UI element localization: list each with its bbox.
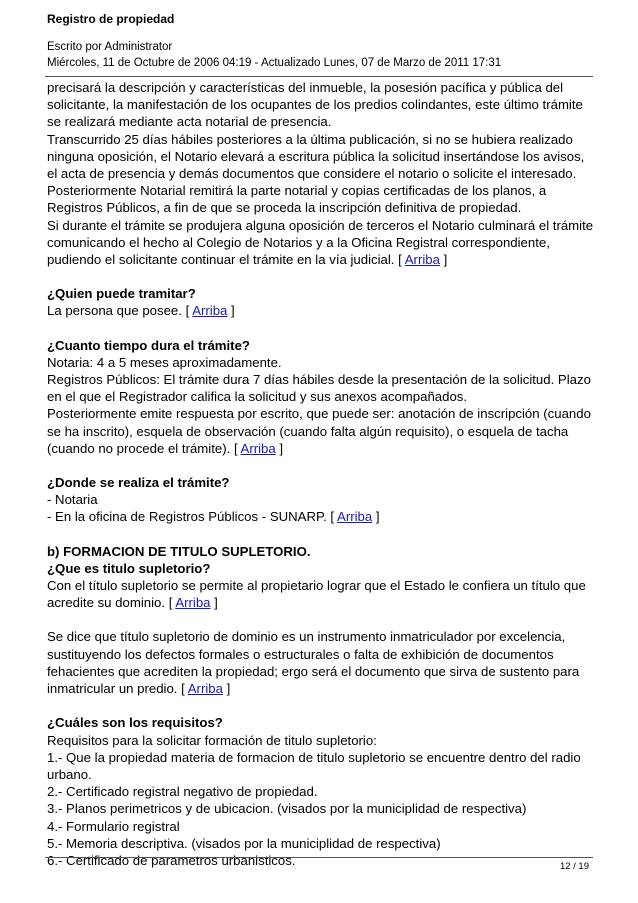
section-heading-quien: ¿Quien puede tramitar? (47, 286, 196, 302)
tiempo-paragraph-1: Notaria: 4 a 5 meses aproximadamente. (47, 354, 282, 370)
article-body (47, 79, 597, 869)
donde-line-1: - Notaria (47, 492, 98, 508)
footer-divider (45, 857, 593, 858)
header-divider (45, 76, 593, 77)
list-item: 1.- Que la propiedad materia de formacion de titulo supletorio se encuentre dentro del radio urbano. (47, 749, 581, 782)
quien-text: La persona que posee. [ Arriba ] (47, 303, 235, 319)
tiempo-paragraph-3: Posteriormente emite respuesta por escrito, que puede ser: anotación de inscripción (cuando se ha inscrito), esquela de observación (cuando falta algún requisito), o esquela de tacha (cuando no procede el trámite). [ Arriba ] (47, 406, 591, 456)
section-heading-tiempo: ¿Cuanto tiempo dura el trámite? (47, 337, 250, 353)
section-heading-requisitos: ¿Cuáles son los requisitos? (47, 715, 223, 731)
requisitos-intro: Requisitos para la solicitar formación de titulo supletorio: (47, 732, 377, 748)
date-line: Miércoles, 11 de Octubre de 2006 04:19 - Actualizado Lunes, 07 de Marzo de 2011 17:31 (47, 57, 502, 69)
author-line: Escrito por Administrator (47, 41, 173, 53)
arriba-link[interactable]: Arriba (404, 252, 440, 268)
section-heading-formacion: b) FORMACION DE TITULO SUPLETORIO. (47, 543, 311, 559)
document-title: Registro de propiedad (47, 12, 175, 26)
list-item: 5.- Memoria descriptiva. (visados por la municiplidad de respectiva) (47, 835, 441, 851)
arriba-link[interactable]: Arriba (187, 681, 223, 697)
intro-paragraph-1: precisará la descripción y características del inmueble, la posesión pacífica y pública del solicitante, la manifestación de los ocupantes de los predios colindantes, este último trámite se realizará mediante acta notarial de presencia. (47, 80, 583, 130)
section-subheading-que-es: ¿Que es titulo supletorio? (47, 560, 211, 576)
formacion-paragraph-1-text: Con el título supletorio se permite al propietario lograr que el Estado le confiera un título que acredite su dominio. (47, 578, 586, 611)
tiempo-paragraph-2: Registros Públicos: El trámite dura 7 días hábiles desde la presentación de la solicitud. Plazo en el que el Registrador califica la solicitud y sus anexos acompañados. (47, 372, 591, 405)
donde-line-2: - En la oficina de Registros Públicos - SUNARP. [ Arriba ] (47, 509, 380, 525)
list-item: 6.- Certificado de parametros urbanisticos. (47, 852, 296, 868)
arriba-link[interactable]: Arriba (175, 595, 211, 611)
intro-paragraph-4: Si durante el trámite se produjera alguna oposición de terceros el Notario culminará el trámite comunicando el hecho al Colegio de Notarios y a la Oficina Registral correspondiente, pudiendo el solicitante continuar el trámite en la vía judicial. [ Arriba ] (47, 217, 594, 268)
list-item: 3.- Planos perimetricos y de ubicacion. (visados por la municiplidad de respectiva) (47, 801, 527, 817)
donde-line-2-text: - En la oficina de Registros Públicos - SUNARP. (47, 509, 327, 525)
formacion-paragraph-1: Con el título supletorio se permite al propietario lograr que el Estado le confiera un título que acredite su dominio. [ Arriba ] (47, 578, 586, 611)
section-heading-donde: ¿Donde se realiza el trámite? (47, 475, 230, 491)
intro-paragraph-4-text: Si durante el trámite se produjera alguna oposición de terceros el Notario culminará el trámite comunicando el hecho al Colegio de Notarios y a la Oficina Registral correspondiente, pudiendo el solicitante continuar el trámite en la vía judicial. (47, 217, 594, 268)
formacion-paragraph-2-text: Se dice que título supletorio de dominio es un instrumento inmatriculador por excelencia, sustituyendo los defectos formales o estructurales o falta de exhibición de documentos fehacientes que acrediten la propiedad; ergo será el documento que sirva de sustento para inmatricular un predio. (47, 629, 580, 697)
intro-paragraph-2: Transcurrido 25 días hábiles posteriores a la última publicación, si no se hubiera realizado ninguna oposición, el Notario elevará a escritura pública la solicitud insertándose los avisos, el acta de presencia y demás documentos que considere el notario o solicite el interesado. (47, 131, 585, 182)
quien-text-body: La persona que posee. (47, 303, 182, 319)
tiempo-paragraph-3-text: Posteriormente emite respuesta por escrito, que puede ser: anotación de inscripción (cuando se ha inscrito), esquela de observación (cuando falta algún requisito), o esquela de tacha (cuando no procede el trámite). (47, 406, 591, 456)
arriba-link[interactable]: Arriba (192, 303, 228, 319)
arriba-link[interactable]: Arriba (337, 509, 373, 525)
arriba-link[interactable]: Arriba (240, 440, 276, 456)
intro-paragraph-3: Posteriormente Notarial remitirá la parte notarial y copias certificadas de los planos, a Registros Públicos, a fin de que se proceda la inscripción definitiva de propiedad. (47, 183, 547, 216)
page-number: 12 / 19 (559, 861, 589, 872)
list-item: 2.- Certificado registral negativo de propiedad. (47, 784, 318, 800)
formacion-paragraph-2: Se dice que título supletorio de dominio es un instrumento inmatriculador por excelencia, sustituyendo los defectos formales o estructurales o falta de exhibición de documentos fehacientes que acrediten la propiedad; ergo será el documento que sirva de sustento para inmatricular un predio. [ Arriba ] (47, 629, 580, 697)
list-item: 4.- Formulario registral (47, 818, 180, 834)
